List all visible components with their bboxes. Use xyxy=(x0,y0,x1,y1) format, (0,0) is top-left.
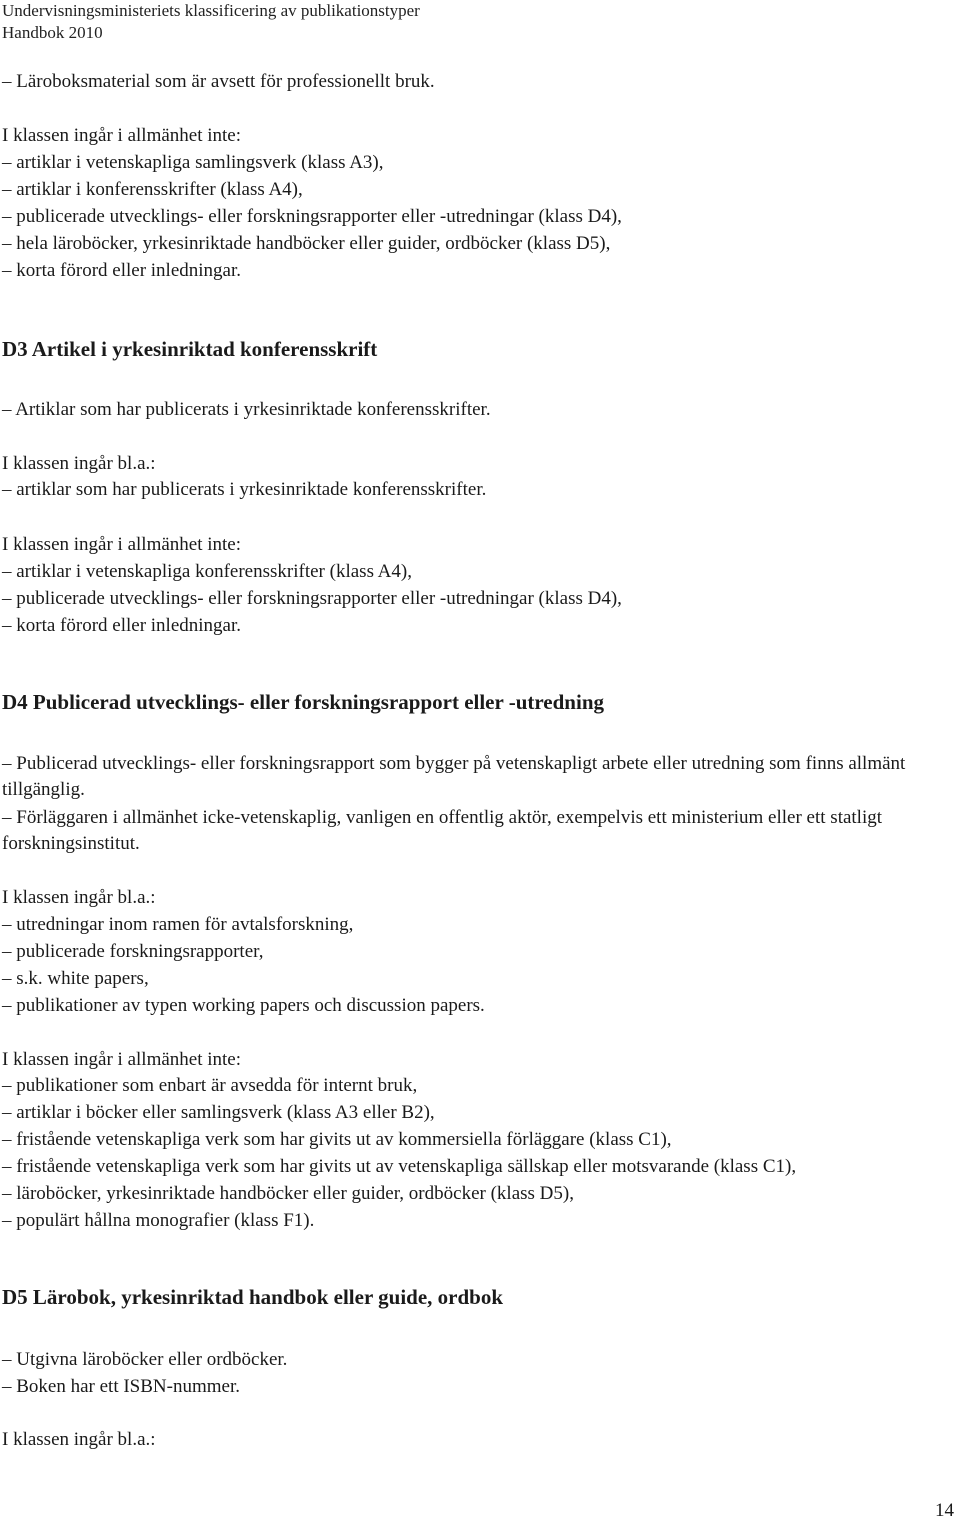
section-description: – Förläggaren i allmänhet icke-vetenskaplig, vanligen en offentlig aktör, exempelvis ett ministerium eller ett statligt forskningsinstitut. xyxy=(2,807,883,854)
include-label: I klassen ingår bl.a.: xyxy=(2,887,156,908)
list-item: – publicerade utvecklings- eller forskningsrapporter eller -utredningar (klass D4), xyxy=(2,206,622,227)
header-line-1: Undervisningsministeriets klassificering av publikationstyper xyxy=(2,1,420,20)
list-item: – läroböcker, yrkesinriktade handböcker eller guider, ordböcker (klass D5), xyxy=(2,1183,574,1204)
section-heading-d3: D3 Artikel i yrkesinriktad konferensskrift xyxy=(2,337,378,361)
include-label: I klassen ingår bl.a.: xyxy=(2,453,156,474)
list-item: – hela läroböcker, yrkesinriktade handböcker eller guider, ordböcker (klass D5), xyxy=(2,233,611,254)
page-number: 14 xyxy=(935,1500,954,1521)
list-item: – populärt hållna monografier (klass F1). xyxy=(2,1210,315,1231)
list-item: – artiklar som har publicerats i yrkesinriktade konferensskrifter. xyxy=(2,479,487,500)
list-item: – fristående vetenskapliga verk som har givits ut av vetenskapliga sällskap eller motsvarande (klass C1), xyxy=(2,1156,797,1177)
header-line-2: Handbok 2010 xyxy=(2,23,103,42)
list-item: – utredningar inom ramen för avtalsforskning, xyxy=(2,914,354,935)
exclude-label: I klassen ingår i allmänhet inte: xyxy=(2,1049,242,1070)
list-item: – artiklar i vetenskapliga konferensskrifter (klass A4), xyxy=(2,561,412,582)
list-item: – artiklar i vetenskapliga samlingsverk (klass A3), xyxy=(2,152,384,173)
section-description: – Publicerad utvecklings- eller forskningsrapport som bygger på vetenskapligt arbete eller utredning som finns allmänt tillgänglig. xyxy=(2,753,906,800)
list-item: – publicerade forskningsrapporter, xyxy=(2,941,264,962)
section-description: – Artiklar som har publicerats i yrkesinriktade konferensskrifter. xyxy=(2,399,491,420)
running-header xyxy=(2,0,420,44)
section-heading-d4: D4 Publicerad utvecklings- eller forskningsrapport eller -utredning xyxy=(2,690,604,714)
list-item: – Boken har ett ISBN-nummer. xyxy=(2,1376,240,1397)
list-item: – publikationer av typen working papers och discussion papers. xyxy=(2,995,485,1016)
exclude-label: I klassen ingår i allmänhet inte: xyxy=(2,125,242,146)
include-label: I klassen ingår bl.a.: xyxy=(2,1429,156,1450)
list-item: – korta förord eller inledningar. xyxy=(2,615,242,636)
list-item: – korta förord eller inledningar. xyxy=(2,260,242,281)
list-item: – artiklar i konferensskrifter (klass A4), xyxy=(2,179,303,200)
list-item: – Läroboksmaterial som är avsett för professionellt bruk. xyxy=(2,71,435,92)
list-item: – s.k. white papers, xyxy=(2,968,149,989)
list-item: – fristående vetenskapliga verk som har givits ut av kommersiella förläggare (klass C1), xyxy=(2,1129,672,1150)
list-item: – Utgivna läroböcker eller ordböcker. xyxy=(2,1349,288,1370)
list-item: – publicerade utvecklings- eller forskningsrapporter eller -utredningar (klass D4), xyxy=(2,588,622,609)
section-heading-d5: D5 Lärobok, yrkesinriktad handbok eller guide, ordbok xyxy=(2,1285,504,1309)
list-item: – artiklar i böcker eller samlingsverk (klass A3 eller B2), xyxy=(2,1102,435,1123)
list-item: – publikationer som enbart är avsedda för internt bruk, xyxy=(2,1075,418,1096)
exclude-label: I klassen ingår i allmänhet inte: xyxy=(2,534,242,555)
